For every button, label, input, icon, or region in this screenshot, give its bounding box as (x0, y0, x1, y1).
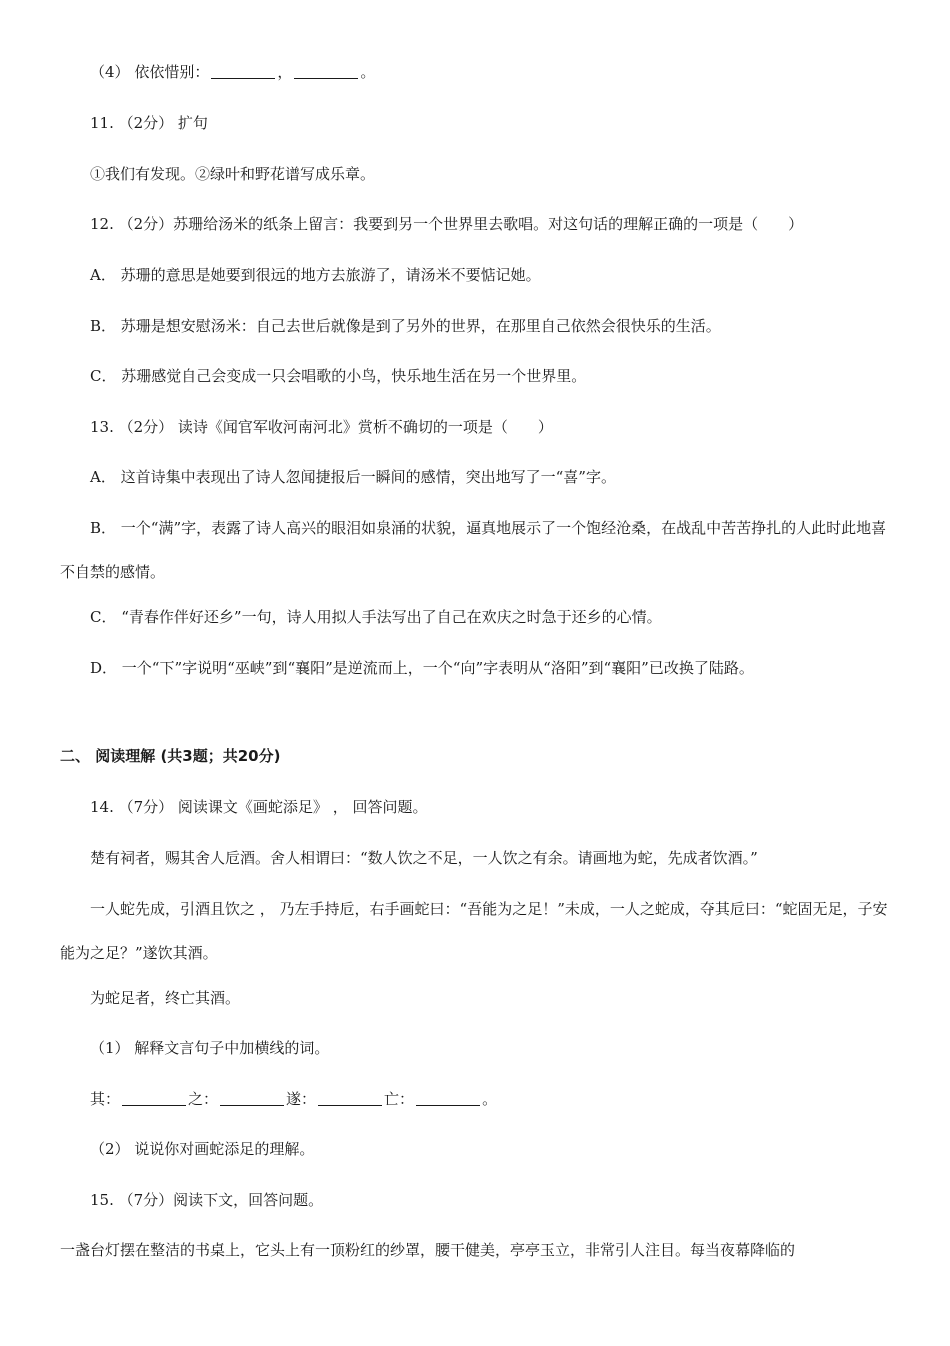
q13-option-b[interactable]: B． 一个“满”字，表露了诗人高兴的眼泪如泉涌的状貌，逼真地展示了一个饱经沧桑，在战乱中苦苦挣扎的人此时此地喜不自禁的感情。 (60, 519, 887, 581)
q14-sub2: （2） 说说你对画蛇添足的理解。 (90, 1140, 315, 1158)
q12-option-a[interactable]: A． 苏珊的意思是她要到很远的地方去旅游了，请汤米不要惦记她。 (90, 266, 541, 284)
q14-stem: 14. （7分） 阅读课文《画蛇添足》 ， 回答问题。 (90, 798, 428, 816)
q13-option-c[interactable]: C． “青春作伴好还乡”一句，诗人用拟人手法写出了自己在欢庆之时急于还乡的心情。 (90, 608, 662, 626)
answer-blank[interactable] (416, 1091, 480, 1106)
q14-para2: 一人蛇先成，引酒且饮之 ， 乃左手持卮，右手画蛇曰：“吾能为之足！”未成，一人之蛇成，夺其卮曰：“蛇固无足，子安能为之足？”遂饮其酒。 (60, 900, 888, 962)
q13-option-a[interactable]: A． 这首诗集中表现出了诗人忽闻捷报后一瞬间的感情，突出地写了一“喜”字。 (90, 468, 616, 486)
answer-blank[interactable] (318, 1091, 382, 1106)
q12-option-b[interactable]: B． 苏珊是想安慰汤米：自己去世后就像是到了另外的世界，在那里自己依然会很快乐的生活。 (90, 317, 721, 335)
q13-option-d[interactable]: D． 一个“下”字说明“巫峡”到“襄阳”是逆流而上，一个“向”字表明从“洛阳”到“襄阳”已改换了陆路。 (90, 659, 754, 677)
q14-para1: 楚有祠者，赐其舍人卮酒。舍人相谓曰：“数人饮之不足，一人饮之有余。请画地为蛇，先成者饮酒。” (90, 849, 758, 867)
q14-sub1: （1） 解释文言句子中加横线的词。 (90, 1039, 330, 1057)
q10-sub4: （4） 依依惜别： ， 。 (90, 63, 376, 81)
q11-content: ①我们有发现。②绿叶和野花谱写成乐章。 (90, 165, 376, 183)
q12-stem: 12. （2分）苏珊给汤米的纸条上留言：我要到另一个世界里去歌唱。对这句话的理解正确的一项是（ ） (90, 215, 804, 233)
q12-option-c[interactable]: C． 苏珊感觉自己会变成一只会唱歌的小鸟，快乐地生活在另一个世界里。 (90, 367, 587, 385)
q15-para1: 一盏台灯摆在整洁的书桌上，它头上有一顶粉红的纱罩，腰干健美，亭亭玉立，非常引人注目。每当夜幕降临的 (60, 1241, 796, 1259)
q14-para3: 为蛇足者，终亡其酒。 (90, 989, 241, 1007)
q13-stem: 13. （2分） 读诗《闻官军收河南河北》赏析不确切的一项是（ ） (90, 418, 553, 436)
answer-blank[interactable] (122, 1091, 186, 1106)
answer-blank[interactable] (211, 64, 275, 79)
q15-stem: 15. （7分）阅读下文，回答问题。 (90, 1191, 324, 1209)
q14-fill-line: 其： 之： 遂： 亡： 。 (90, 1090, 498, 1108)
section-title: 二、 阅读理解 (共3题；共20分) (60, 747, 281, 765)
q11-title: 11. （2分） 扩句 (90, 114, 208, 132)
answer-blank[interactable] (294, 64, 358, 79)
answer-blank[interactable] (220, 1091, 284, 1106)
